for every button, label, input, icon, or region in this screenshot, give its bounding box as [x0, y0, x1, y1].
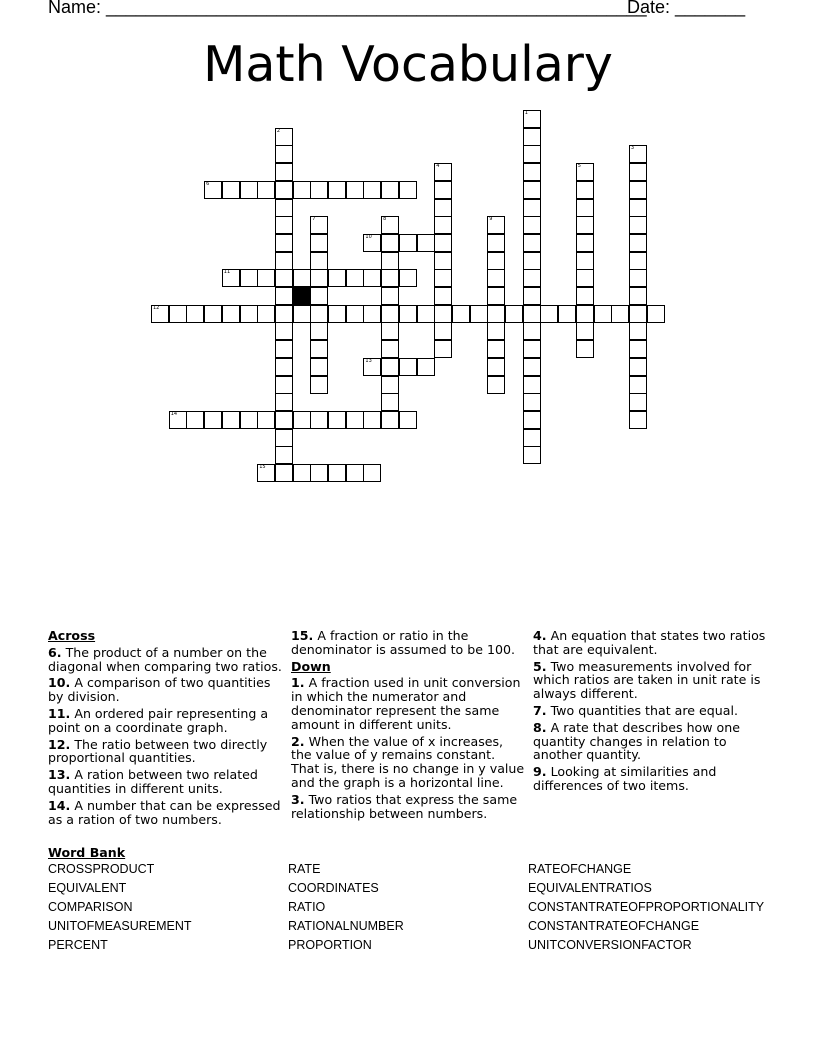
- crossword-cell[interactable]: [594, 305, 612, 323]
- crossword-cell[interactable]: [629, 411, 647, 429]
- crossword-cell[interactable]: [275, 464, 293, 482]
- clue-down-1: 1. A fraction used in unit conversion in which the numerator and denominator represent the same amount in different units.: [291, 675, 521, 732]
- crossword-cell[interactable]: [275, 216, 293, 234]
- crossword-cell[interactable]: [523, 163, 541, 181]
- clue-across-12: 12. The ratio between two directly proportional quantities.: [48, 736, 268, 766]
- crossword-cell[interactable]: [523, 305, 541, 323]
- crossword-cell[interactable]: [275, 446, 293, 464]
- word-bank-item: COMPARISON: [48, 900, 133, 914]
- crossword-cell[interactable]: [629, 269, 647, 287]
- crossword-cell[interactable]: [629, 234, 647, 252]
- crossword-cell[interactable]: [275, 340, 293, 358]
- crossword-cell[interactable]: [434, 181, 452, 199]
- crossword-cell[interactable]: [576, 199, 594, 217]
- crossword-cell[interactable]: [275, 287, 293, 305]
- crossword-cell[interactable]: [363, 269, 381, 287]
- clue-across-11: 11. An ordered pair representing a point on a coordinate graph.: [48, 705, 269, 735]
- clue-across-15: 15. A fraction or ratio in the denominator is assumed to be 100.: [291, 628, 516, 657]
- crossword-cell[interactable]: [293, 411, 311, 429]
- crossword-cell[interactable]: [275, 269, 293, 287]
- crossword-cell[interactable]: [487, 305, 505, 323]
- crossword-cell[interactable]: [363, 411, 381, 429]
- crossword-cell[interactable]: [310, 269, 328, 287]
- crossword-cell[interactable]: [523, 216, 541, 234]
- crossword-cell[interactable]: [381, 252, 399, 270]
- crossword-cell[interactable]: [576, 234, 594, 252]
- crossword-cell[interactable]: [576, 181, 594, 199]
- crossword-cell[interactable]: [576, 269, 594, 287]
- crossword-cell[interactable]: [363, 305, 381, 323]
- crossword-cell[interactable]: [240, 305, 258, 323]
- crossword-cell[interactable]: [275, 429, 293, 447]
- crossword-cell[interactable]: [346, 411, 364, 429]
- crossword-cell[interactable]: [487, 340, 505, 358]
- crossword-cell[interactable]: [434, 252, 452, 270]
- crossword-cell[interactable]: [523, 340, 541, 358]
- crossword-cell[interactable]: [523, 128, 541, 146]
- word-bank-item: COORDINATES: [288, 881, 379, 895]
- crossword-cell[interactable]: [576, 305, 594, 323]
- crossword-cell[interactable]: [629, 181, 647, 199]
- crossword-cell[interactable]: [310, 411, 328, 429]
- crossword-cell[interactable]: [381, 340, 399, 358]
- crossword-cell[interactable]: [275, 411, 293, 429]
- crossword-cell[interactable]: [452, 305, 470, 323]
- clue-number: 11: [223, 269, 231, 276]
- crossword-cell[interactable]: [487, 269, 505, 287]
- crossword-cell[interactable]: [204, 181, 222, 199]
- crossword-cell[interactable]: [434, 216, 452, 234]
- clue-number: 2: [276, 127, 281, 134]
- crossword-cell[interactable]: [310, 234, 328, 252]
- crossword-cell[interactable]: [576, 287, 594, 305]
- crossword-cell[interactable]: [487, 252, 505, 270]
- clue-across-13: 13. A ration between two related quantities in different units.: [48, 767, 258, 796]
- crossword-cell[interactable]: [629, 163, 647, 181]
- crossword-cell[interactable]: [576, 322, 594, 340]
- crossword-cell[interactable]: [523, 234, 541, 252]
- crossword-cell[interactable]: [328, 305, 346, 323]
- crossword-cell[interactable]: [275, 376, 293, 394]
- crossword-cell[interactable]: [576, 340, 594, 358]
- crossword-cell[interactable]: [523, 411, 541, 429]
- date-field[interactable]: Date: _______: [627, 0, 746, 17]
- clue-number: 8: [383, 216, 387, 223]
- crossword-cell[interactable]: [381, 305, 399, 323]
- clue-number: 15: [259, 464, 266, 470]
- word-bank-item: RATEOFCHANGE: [528, 862, 632, 876]
- word-bank-item: UNITCONVERSIONFACTOR: [528, 938, 692, 952]
- crossword-cell[interactable]: [629, 252, 647, 270]
- crossword-cell[interactable]: [523, 252, 541, 270]
- crossword-cell[interactable]: [523, 287, 541, 305]
- crossword-cell[interactable]: [381, 376, 399, 394]
- clue-number: 1: [524, 110, 528, 116]
- crossword-cell[interactable]: [399, 234, 417, 252]
- crossword-cell[interactable]: [275, 145, 293, 163]
- crossword-cell[interactable]: [417, 305, 435, 323]
- clue-number: 13: [365, 357, 372, 364]
- word-bank-item: CONSTANTRATEOFCHANGE: [528, 919, 700, 933]
- word-bank-item: CONSTANTRATEOFPROPORTIONALITY: [528, 900, 765, 914]
- crossword-cell[interactable]: [381, 358, 399, 376]
- crossword-cell[interactable]: [275, 358, 293, 376]
- crossword-cell[interactable]: [434, 234, 452, 252]
- crossword-cell[interactable]: [257, 464, 275, 482]
- crossword-cell[interactable]: [363, 181, 381, 199]
- crossword-cell[interactable]: [487, 234, 505, 252]
- clues-column-3: [533, 629, 769, 796]
- crossword-cell[interactable]: [381, 322, 399, 340]
- crossword-cell[interactable]: [275, 234, 293, 252]
- clue-down-4: 4. An equation that states two ratios that are equivalent.: [533, 628, 766, 657]
- crossword-cell[interactable]: [487, 358, 505, 376]
- clues-column-2: [291, 629, 527, 823]
- crossword-cell[interactable]: [523, 145, 541, 163]
- crossword-cell[interactable]: [487, 322, 505, 340]
- crossword-cell[interactable]: [629, 340, 647, 358]
- crossword-cell[interactable]: [523, 358, 541, 376]
- name-field[interactable]: Name: ______________________________________________________: [48, 0, 647, 17]
- clue-down-3: 3. Two ratios that express the same relationship between numbers.: [291, 791, 518, 821]
- crossword-cell[interactable]: [257, 269, 275, 287]
- crossword-cell[interactable]: [611, 305, 629, 323]
- crossword-cell[interactable]: [505, 305, 523, 323]
- crossword-cell[interactable]: [629, 322, 647, 340]
- crossword-cell[interactable]: [328, 269, 346, 287]
- crossword-cell[interactable]: [434, 322, 452, 340]
- word-bank-item: CROSSPRODUCT: [48, 862, 155, 876]
- crossword-cell[interactable]: [169, 411, 187, 429]
- crossword-cell[interactable]: [399, 358, 417, 376]
- crossword-cell[interactable]: [434, 199, 452, 217]
- crossword-cell[interactable]: [381, 411, 399, 429]
- page-title: Math Vocabulary: [203, 36, 613, 93]
- word-bank-item: PROPORTION: [288, 938, 372, 952]
- clue-down-7: 7. Two quantities that are equal.: [533, 702, 738, 718]
- crossword-cell[interactable]: [310, 181, 328, 199]
- crossword-cell[interactable]: [275, 199, 293, 217]
- crossword-cell[interactable]: [523, 393, 541, 411]
- crossword-cell[interactable]: [275, 322, 293, 340]
- crossword-cell[interactable]: [523, 110, 541, 128]
- crossword-cell[interactable]: [417, 358, 435, 376]
- word-bank-item: PERCENT: [48, 938, 108, 952]
- crossword-cell[interactable]: [346, 269, 364, 287]
- crossword-cell[interactable]: [310, 305, 328, 323]
- crossword-cell[interactable]: [487, 216, 505, 234]
- crossword-cell[interactable]: [487, 376, 505, 394]
- crossword-cell[interactable]: [204, 305, 222, 323]
- clue-number: 12: [153, 304, 160, 311]
- crossword-cell[interactable]: [629, 216, 647, 234]
- clue-across-6: 6. The product of a number on the diagonal when comparing two ratios.: [48, 644, 282, 674]
- clue-down-5: 5. Two measurements involved for which ratios are taken in unit rate is always different.: [533, 658, 761, 702]
- crossword-cell[interactable]: [240, 269, 258, 287]
- crossword-cell[interactable]: [275, 128, 293, 146]
- crossword-cell[interactable]: [523, 446, 541, 464]
- crossword-cell[interactable]: [257, 181, 275, 199]
- crossword-cell[interactable]: [363, 234, 381, 252]
- crossword-cell[interactable]: [399, 181, 417, 199]
- crossword-cell[interactable]: [310, 216, 328, 234]
- crossword-cell[interactable]: [328, 464, 346, 482]
- clue-number: 7: [312, 216, 316, 223]
- crossword-cell[interactable]: [240, 411, 258, 429]
- crossword-grid: [0, 0, 816, 500]
- crossword-cell[interactable]: [293, 181, 311, 199]
- crossword-cell[interactable]: [434, 340, 452, 358]
- crossword-cell[interactable]: [487, 287, 505, 305]
- crossword-cell[interactable]: [629, 393, 647, 411]
- crossword-cell[interactable]: [346, 181, 364, 199]
- crossword-cell[interactable]: [186, 411, 204, 429]
- crossword-cell[interactable]: [381, 287, 399, 305]
- crossword-cell[interactable]: [470, 305, 488, 323]
- word-bank-item: EQUIVALENTRATIOS: [528, 881, 652, 895]
- word-bank-item: RATE: [288, 862, 321, 876]
- crossword-cell[interactable]: [523, 181, 541, 199]
- clue-across-14: 14. A number that can be expressed as a ration of two numbers.: [48, 797, 281, 827]
- crossword-cell[interactable]: [381, 269, 399, 287]
- crossword-cell[interactable]: [222, 181, 240, 199]
- crossword-cell[interactable]: [629, 376, 647, 394]
- crossword-cell[interactable]: [363, 358, 381, 376]
- clue-number: 6: [206, 180, 210, 187]
- word-bank-item: RATIO: [288, 900, 326, 914]
- crossword-cell[interactable]: [629, 287, 647, 305]
- crossword-cell[interactable]: [629, 145, 647, 163]
- clue-number: 5: [577, 163, 581, 170]
- crossword-cell[interactable]: [523, 429, 541, 447]
- crossword-cell[interactable]: [381, 216, 399, 234]
- crossword-cell[interactable]: [240, 181, 258, 199]
- clue-across-10: 10. A comparison of two quantities by division.: [48, 675, 271, 705]
- clue-down-8: 8. A rate that describes how one quantity changes in relation to another quantity.: [533, 719, 740, 763]
- word-bank-item: EQUIVALENT: [48, 881, 127, 895]
- crossword-cell[interactable]: [310, 340, 328, 358]
- crossword-cell[interactable]: [558, 305, 576, 323]
- word-bank-heading: Word Bank: [48, 845, 126, 860]
- crossword-cell[interactable]: [275, 252, 293, 270]
- word-bank-item: RATIONALNUMBER: [288, 919, 404, 933]
- clues-column-1: [48, 629, 284, 829]
- crossword-cell[interactable]: [310, 376, 328, 394]
- word-bank-item: UNITOFMEASUREMENT: [48, 919, 192, 933]
- crossword-cell[interactable]: [647, 305, 665, 323]
- crossword-cell[interactable]: [540, 305, 558, 323]
- crossword-cell[interactable]: [293, 305, 311, 323]
- crossword-cell[interactable]: [523, 376, 541, 394]
- crossword-cell[interactable]: [151, 305, 169, 323]
- crossword-cell[interactable]: [204, 411, 222, 429]
- crossword-cell[interactable]: [310, 322, 328, 340]
- crossword-cell[interactable]: [346, 305, 364, 323]
- crossword-cell[interactable]: [523, 199, 541, 217]
- crossword-cell[interactable]: [576, 163, 594, 181]
- crossword-block: [293, 287, 311, 305]
- crossword-cell[interactable]: [434, 305, 452, 323]
- crossword-cell[interactable]: [310, 287, 328, 305]
- crossword-cell[interactable]: [381, 393, 399, 411]
- across-heading: Across: [48, 628, 96, 643]
- crossword-cell[interactable]: [310, 358, 328, 376]
- crossword-cell[interactable]: [434, 163, 452, 181]
- crossword-cell[interactable]: [310, 252, 328, 270]
- crossword-cell[interactable]: [434, 287, 452, 305]
- down-heading: Down: [291, 658, 331, 674]
- crossword-cell[interactable]: [363, 464, 381, 482]
- crossword-cell[interactable]: [222, 411, 240, 429]
- crossword-cell[interactable]: [399, 305, 417, 323]
- crossword-cell[interactable]: [293, 269, 311, 287]
- crossword-cell[interactable]: [169, 305, 187, 323]
- crossword-cell[interactable]: [576, 216, 594, 234]
- crossword-cell[interactable]: [293, 464, 311, 482]
- crossword-cell[interactable]: [399, 269, 417, 287]
- crossword-cell[interactable]: [275, 305, 293, 323]
- crossword-cell[interactable]: [523, 269, 541, 287]
- clue-number: 4: [436, 163, 440, 170]
- crossword-cell[interactable]: [310, 464, 328, 482]
- crossword-cell[interactable]: [275, 181, 293, 199]
- crossword-cell[interactable]: [417, 234, 435, 252]
- crossword-cell[interactable]: [523, 322, 541, 340]
- crossword-cell[interactable]: [434, 269, 452, 287]
- clue-number: 3: [630, 145, 635, 152]
- crossword-cell[interactable]: [275, 393, 293, 411]
- crossword-cell[interactable]: [275, 163, 293, 181]
- crossword-cell[interactable]: [381, 181, 399, 199]
- crossword-cell[interactable]: [328, 181, 346, 199]
- clue-number: 9: [489, 216, 493, 223]
- crossword-cell[interactable]: [629, 199, 647, 217]
- clue-down-9: 9. Looking at similarities and differences of two items.: [533, 764, 717, 793]
- crossword-cell[interactable]: [257, 411, 275, 429]
- crossword-cell[interactable]: [328, 411, 346, 429]
- crossword-cell[interactable]: [629, 305, 647, 323]
- crossword-cell[interactable]: [346, 464, 364, 482]
- crossword-cell[interactable]: [629, 358, 647, 376]
- crossword-cell[interactable]: [222, 305, 240, 323]
- crossword-cell[interactable]: [222, 269, 240, 287]
- crossword-cell[interactable]: [257, 305, 275, 323]
- clue-number: 14: [170, 410, 178, 417]
- crossword-cell[interactable]: [399, 411, 417, 429]
- crossword-cell[interactable]: [186, 305, 204, 323]
- clue-down-2: 2. When the value of x increases, the value of y remains constant. That is, there is no change in y value and the graph is a horizontal line.: [291, 733, 525, 790]
- crossword-cell[interactable]: [576, 252, 594, 270]
- clue-number: 10: [365, 233, 372, 240]
- crossword-cell[interactable]: [381, 234, 399, 252]
